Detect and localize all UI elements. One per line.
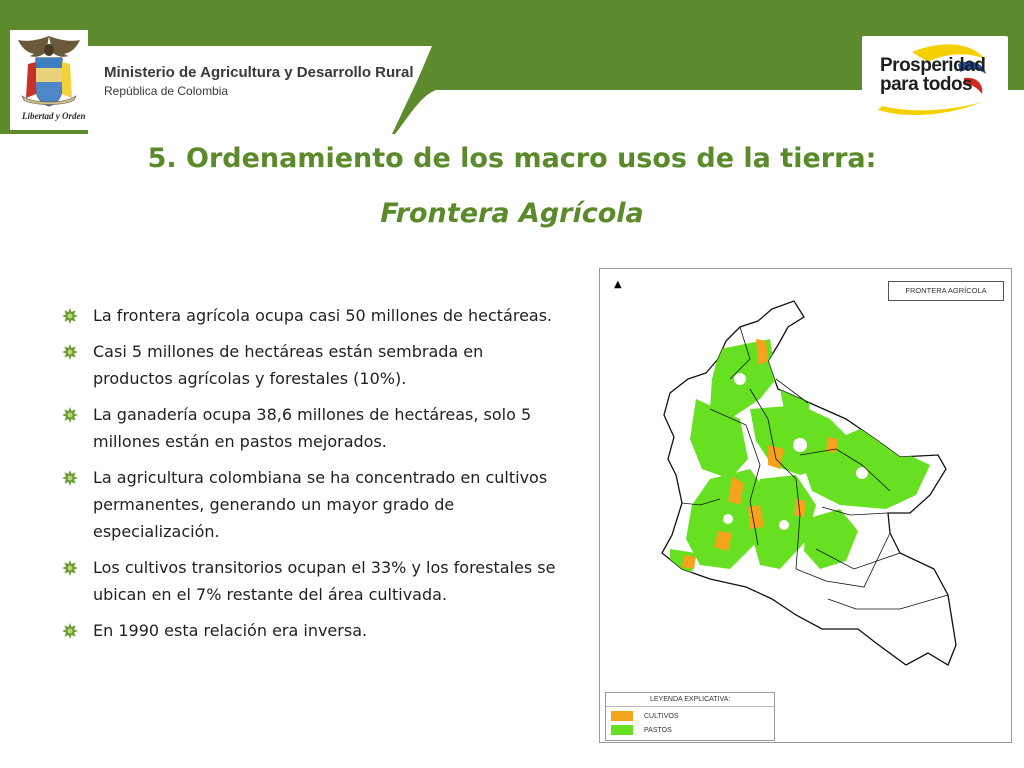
gear-bullet-icon xyxy=(62,560,78,576)
bullet-item xyxy=(60,554,560,608)
bullet-list xyxy=(60,302,560,653)
map-legend xyxy=(605,692,775,741)
gear-bullet-icon xyxy=(62,407,78,423)
ministry-subtitle: República de Colombia xyxy=(104,84,229,98)
gear-bullet-icon xyxy=(62,623,78,639)
frontera-agricola-map xyxy=(599,268,1012,743)
legend-title: LEYENDA EXPLICATIVA: xyxy=(650,696,731,703)
bullet-item xyxy=(60,401,560,455)
gear-bullet-icon xyxy=(62,470,78,486)
slide-subtitle: Frontera Agrícola xyxy=(380,198,644,229)
legend-swatch-pastos xyxy=(611,725,633,735)
shield-caption: Libertad y Orden xyxy=(22,111,86,121)
bullet-item xyxy=(60,302,560,329)
coat-of-arms-icon xyxy=(14,34,84,110)
legend-label-cultivos: CULTIVOS xyxy=(644,713,679,720)
bullet-text: La ganadería ocupa 38,6 millones de hectáreas, solo 5 millones están en pastos mejorados. xyxy=(93,405,532,451)
legend-swatch-cultivos xyxy=(611,711,633,721)
bullet-text: La agricultura colombiana se ha concentrado en cultivos permanentes, generando un mayor grado de especialización. xyxy=(93,468,548,541)
prosperidad-logo-text xyxy=(880,56,985,94)
bullet-text: Casi 5 millones de hectáreas están sembrada en productos agrícolas y forestales (10%). xyxy=(93,342,484,388)
bullet-text: La frontera agrícola ocupa casi 50 millones de hectáreas. xyxy=(93,306,553,325)
ministry-name: Ministerio de Agricultura y Desarrollo Rural xyxy=(104,64,414,81)
bullet-item xyxy=(60,464,560,545)
bullet-item xyxy=(60,617,560,644)
bullet-item xyxy=(60,338,560,392)
bullet-text: En 1990 esta relación era inversa. xyxy=(93,621,368,640)
legend-divider xyxy=(606,706,774,707)
legend-label-pastos: PASTOS xyxy=(644,727,672,734)
prosperidad-line2: para todos xyxy=(880,74,973,95)
gear-bullet-icon xyxy=(62,344,78,360)
slide-title: 5. Ordenamiento de los macro usos de la tierra: xyxy=(147,143,877,174)
map-label: FRONTERA AGRÍCOLA xyxy=(888,281,1004,301)
north-arrow-icon: ▲ xyxy=(614,279,622,290)
prosperidad-line1: Prosperidad xyxy=(880,55,986,76)
colombia-map-graphic xyxy=(600,269,1011,742)
header-band xyxy=(0,0,1024,134)
gear-bullet-icon xyxy=(62,308,78,324)
bullet-text: Los cultivos transitorios ocupan el 33% y los forestales se ubican en el 7% restante del área cultivada. xyxy=(93,558,556,604)
